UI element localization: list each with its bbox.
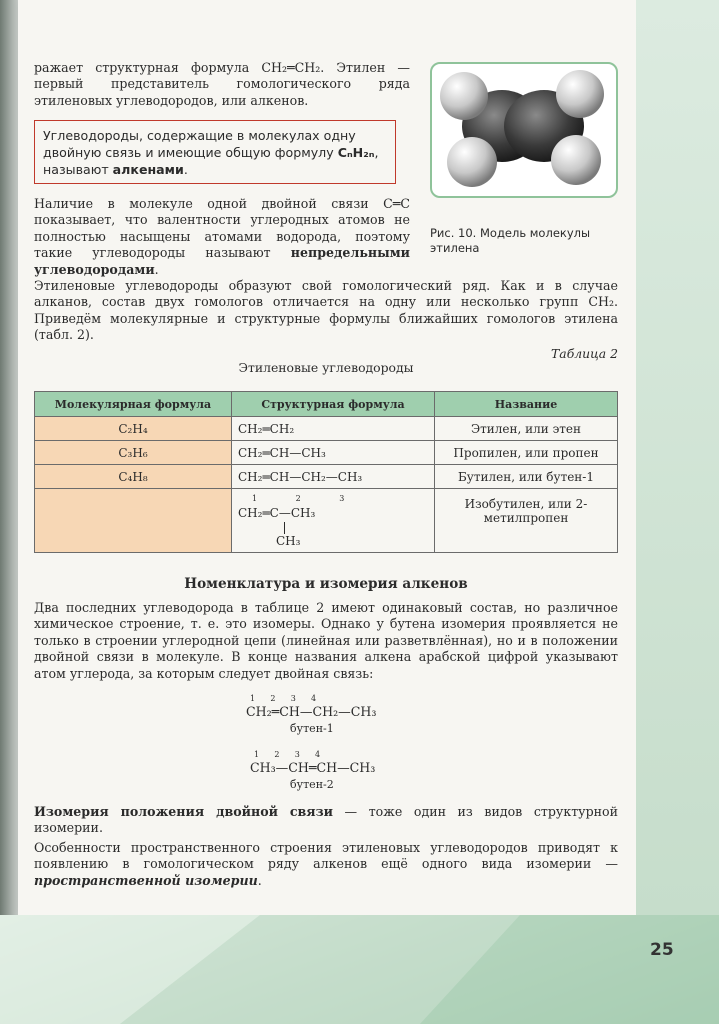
paragraph-isomers-text: Два последних углеводорода в таблице 2 имеют одинаковый состав, но различное химическое строение, т. е. это изомеры. Однако у бутена изомерия проявляется не только в строении углеродной цепи (линейная или разветвлённая), но и в положении двойной связи в молекуле. В конце названия алкена арабской цифрой указывают атом углерода, за которым следует двойная связь: [34,600,618,681]
ethylene-molecule-icon [432,64,616,196]
compound-name-cell: Бутилен, или бутен-1 [435,465,618,489]
structural-formula-cell: CH₂═CH—CH₃ [232,441,435,465]
definition-box [34,120,396,184]
butene2-numbering: 1 2 3 4 [254,750,321,759]
structural-formula-cell: CH₂═CH—CH₂—CH₃ [232,465,435,489]
figure-caption: Рис. 10. Модель молекулы этилена [430,226,591,255]
table-title: Этиленовые углеводороды [238,360,414,375]
term-unsaturated: непредельными углеводородами [34,245,410,277]
butene2-name: бутен-2 [290,778,334,791]
molecular-formula-cell: C₄H₈ [35,465,232,489]
definition-term: алкенами [112,162,184,177]
page-gutter-shadow [0,0,18,915]
column-header: Структурная формула [232,392,435,417]
definition-text-end: . [183,162,188,177]
definition-text: Углеводороды, содержащие в молекулах одну двойную связь и имеющие общую формулу [43,128,356,160]
paragraph-intro [34,60,410,109]
butene2-formula: CH₃—CH═CH—CH₃ [250,760,376,775]
paragraph-unsaturated-text: Наличие в молекуле одной двойной связи C═C показывает, что валентности углеродных атомов не полностью насыщены атомами водорода, поэтому такие углеводороды называют [34,196,410,261]
section-heading: Номенклатура и изомерия алкенов [184,576,468,592]
molecular-formula-cell: C₃H₆ [35,441,232,465]
ethylene-model-figure [430,62,618,198]
column-header: Молекулярная формула [35,392,232,417]
butene1-numbering: 1 2 3 4 [250,694,317,703]
isobutylene-main-chain: CH₂═C—CH₃ [238,505,316,520]
compound-name-cell: Изобутилен, или 2-метилпропен [435,489,618,553]
paragraph-spatial-end: . [257,872,262,888]
paragraph-unsaturated [34,196,410,278]
paragraph-spatial-text: Особенности пространственного строения этиленовых углеводородов приводят к появлению в гомологическом ряду алкенов ещё одного вида изомерии — [34,840,618,872]
table-row [35,465,618,489]
page-footer-decoration [0,915,719,1024]
table-row [35,489,618,553]
page-number: 25 [650,940,674,960]
column-header: Название [435,392,618,417]
paragraph-unsaturated-end: . [154,261,159,277]
definition-text-mid: , называют [43,145,379,177]
paragraph-homologs-text: Этиленовые углеводороды образуют свой гомологический ряд. Как и в случае алканов, состав двух гомологов отличается на одну или несколько групп CH₂. Приведём молекулярные и структурные формулы ближайших гомологов этилена (табл. 2). [34,278,618,343]
paragraph-intro-text: ражает структурная формула CH₂═CH₂. Этилен — первый представитель гомологического ряда этиленовых углеводородов, или алкенов. [34,60,410,108]
table-header-row [35,392,618,417]
molecular-formula-cell [35,489,232,553]
paragraph-homologs [34,278,618,344]
isobutylene-branch: CH₃ [276,533,301,548]
carbon-numbering: 1 2 3 [252,493,363,503]
table-row [35,417,618,441]
term-spatial-isomerism: пространственной изомерии [34,872,258,888]
paragraph-position-isomerism-text: — тоже один из видов структурной изомерии. [34,804,619,836]
ethylene-hydrocarbons-table [34,391,618,553]
general-formula: CₙH₂ₙ [337,145,375,160]
paragraph-position-isomerism [34,804,618,837]
structural-formula-cell [232,489,435,553]
page-margin-decoration [636,0,719,915]
decorative-triangles [0,915,719,1024]
table-row [35,441,618,465]
butene1-name: бутен-1 [290,722,334,735]
paragraph-spatial [34,840,618,889]
butene1-formula: CH₂═CH—CH₂—CH₃ [246,704,377,719]
compound-name-cell: Этилен, или этен [435,417,618,441]
structural-formula-cell: CH₂═CH₂ [232,417,435,441]
compound-name-cell: Пропилен, или пропен [435,441,618,465]
branch-bond [284,522,285,534]
term-position-isomerism: Изомерия положения двойной связи [34,804,333,819]
molecular-formula-cell: C₂H₄ [35,417,232,441]
paragraph-isomers [34,600,618,682]
table-label: Таблица 2 [551,346,618,361]
